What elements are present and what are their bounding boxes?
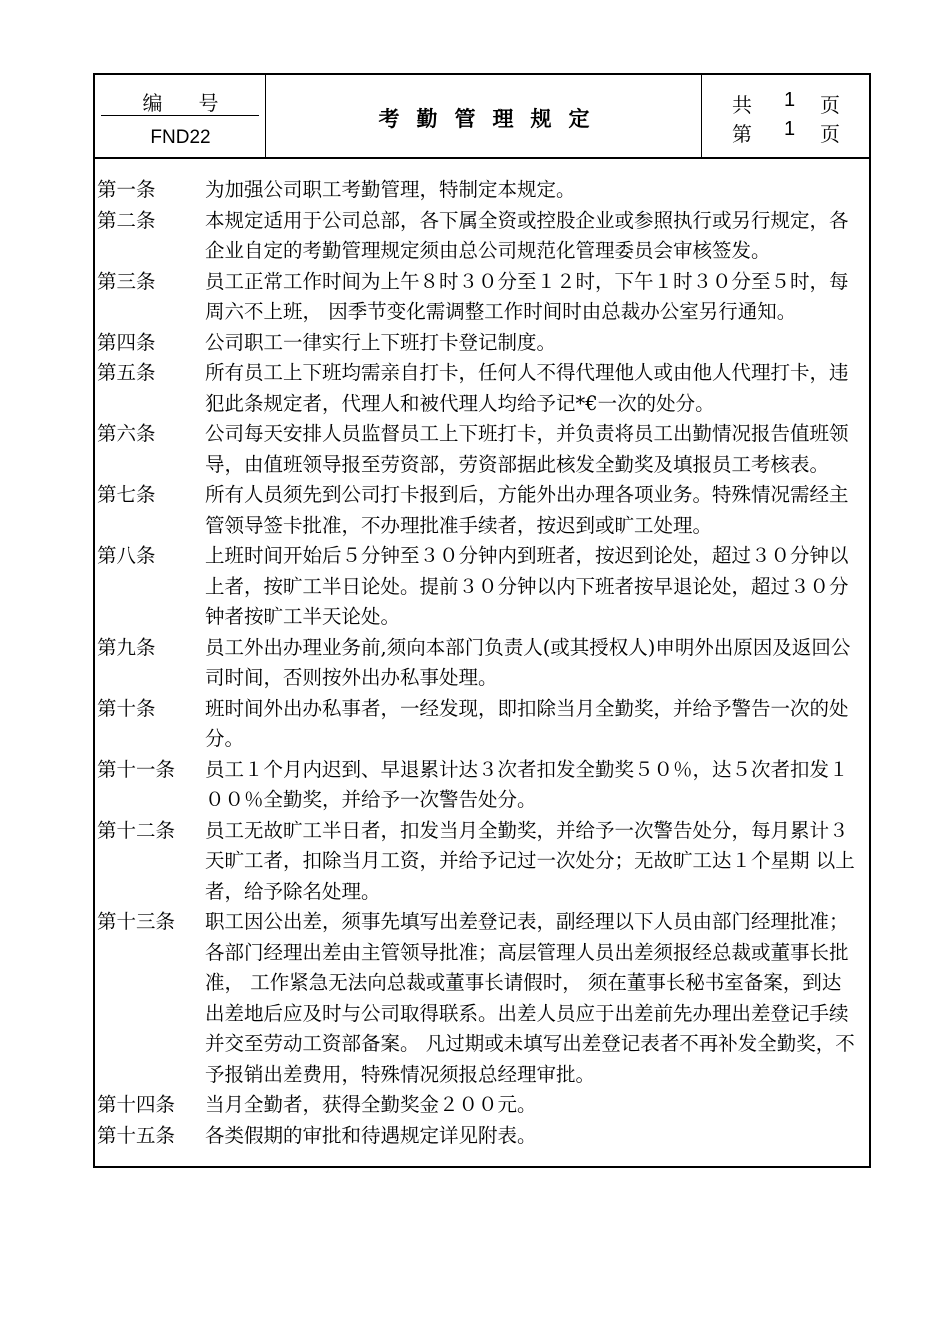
- page-cell: [702, 75, 869, 157]
- article-12: [95, 816, 869, 908]
- page-value: 1: [784, 118, 796, 140]
- article-text: 为加强公司职工考勤管理，特制定本规定。: [205, 178, 576, 201]
- document-frame: [93, 73, 871, 1168]
- number-divider: [101, 115, 259, 116]
- article-label: 第五条: [97, 361, 156, 384]
- page-unit: 页: [820, 122, 840, 146]
- article-label: 第十四条: [97, 1093, 176, 1116]
- article-label: 第十一条: [97, 757, 176, 781]
- article-label: 第一条: [97, 178, 156, 201]
- document-header: [95, 75, 869, 159]
- total-pages-unit: 页: [820, 93, 840, 117]
- article-text: 员工无故旷工半日者，扣发当月全勤奖，并给予一次警告处分，每月累计３天旷工者，扣除当月工资，并给予记过一次处分；无故旷工达１个星期 以上者，给予除名处理。: [205, 818, 855, 903]
- article-text: 员工１个月内迟到、早退累计达３次者扣发全勤奖５０％，达５次者扣发１００％全勤奖，并给予一次警告处分。: [205, 757, 849, 811]
- article-label: 第四条: [97, 330, 156, 354]
- number-value: FND22: [150, 127, 211, 148]
- article-4: [95, 328, 869, 359]
- article-text: 上班时间开始后５分钟至３０分钟内到班者，按迟到论处，超过３０分钟以上者，按旷工半日论处。提前３０分钟以内下班者按早退论处，超过３０分钟者按旷工半天论处。: [205, 544, 849, 628]
- article-7: [95, 480, 869, 541]
- page-label: 第: [732, 122, 752, 146]
- article-label: 第六条: [97, 422, 156, 445]
- article-label: 第十五条: [97, 1123, 176, 1147]
- total-pages-label: 共: [732, 93, 752, 117]
- article-label: 第十二条: [97, 818, 176, 842]
- article-label: 第二条: [97, 208, 156, 232]
- article-text: 员工外出办理业务前,须向本部门负责人(或其授权人)申明外出原因及返回公司时间，否则按外出办私事处理。: [205, 635, 851, 689]
- article-text: 本规定适用于公司总部，各下属全资或控股企业或参照执行或另行规定，各企业自定的考勤管理规定须由总公司规范化管理委员会审核签发。: [205, 208, 849, 262]
- article-2: [95, 206, 869, 267]
- article-text: 公司每天安排人员监督员工上下班打卡，并负责将员工出勤情况报告值班领导，由值班领导报至劳资部，劳资部据此核发全勤奖及填报员工考核表。: [205, 422, 849, 476]
- article-label: 第十三条: [97, 910, 176, 933]
- article-text: 所有人员须先到公司打卡报到后，方能外出办理各项业务。特殊情况需经主管领导签卡批准，不办理批准手续者，按迟到或旷工处理。: [205, 483, 849, 537]
- total-pages-row: [732, 89, 862, 117]
- article-label: 第三条: [97, 269, 156, 293]
- article-15: [95, 1121, 869, 1152]
- article-label: 第八条: [97, 544, 156, 567]
- articles-list: [95, 175, 869, 1151]
- document-title: 考勤管理规定: [378, 107, 607, 131]
- article-label: 第七条: [97, 483, 156, 506]
- article-text: 当月全勤者，获得全勤奖金２００元。: [205, 1093, 537, 1116]
- article-13: [95, 907, 869, 1090]
- article-6: [95, 419, 869, 480]
- article-text: 班时间外出办私事者，一经发现，即扣除当月全勤奖，并给予警告一次的处分。: [205, 696, 849, 750]
- page-number-row: [732, 118, 862, 146]
- article-14: [95, 1090, 869, 1121]
- article-8: [95, 541, 869, 633]
- article-1: [95, 175, 869, 206]
- article-11: [95, 755, 869, 816]
- title-cell: [266, 75, 702, 157]
- article-label: 第十条: [97, 696, 156, 720]
- article-5: [95, 358, 869, 419]
- article-9: [95, 633, 869, 694]
- article-label: 第九条: [97, 635, 156, 659]
- article-text: 公司职工一律实行上下班打卡登记制度。: [205, 330, 557, 354]
- article-text: 职工因公出差，须事先填写出差登记表，副经理以下人员由部门经理批准；各部门经理出差由主管领导批准；高层管理人员出差须报经总裁或董事长批准， 工作紧急无法向总裁或董事长请假时， 须在董事长秘书室备案，到达出差地后应及时与公司取得联系。出差人员应于出差前先办理出差登记手续并交至劳动工资部备案。 凡过期或未填写出差登记表者不再补发全勤奖，不予报销出差费用，特殊情况须报总经理审批。: [205, 910, 855, 1086]
- number-cell: [95, 75, 266, 157]
- article-10: [95, 694, 869, 755]
- article-text: 各类假期的审批和待遇规定详见附表。: [205, 1123, 537, 1147]
- article-text: 所有员工上下班均需亲自打卡，任何人不得代理他人或由他人代理打卡，违犯此条规定者，代理人和被代理人均给予记*€一次的处分。: [205, 361, 849, 415]
- article-text: 员工正常工作时间为上午８时３０分至１２时，下午１时３０分至５时，每周六不上班， 因季节变化需调整工作时间时由总裁办公室另行通知。: [205, 269, 849, 323]
- article-3: [95, 267, 869, 328]
- number-label: 编号: [142, 91, 255, 115]
- total-pages-value: 1: [784, 89, 796, 111]
